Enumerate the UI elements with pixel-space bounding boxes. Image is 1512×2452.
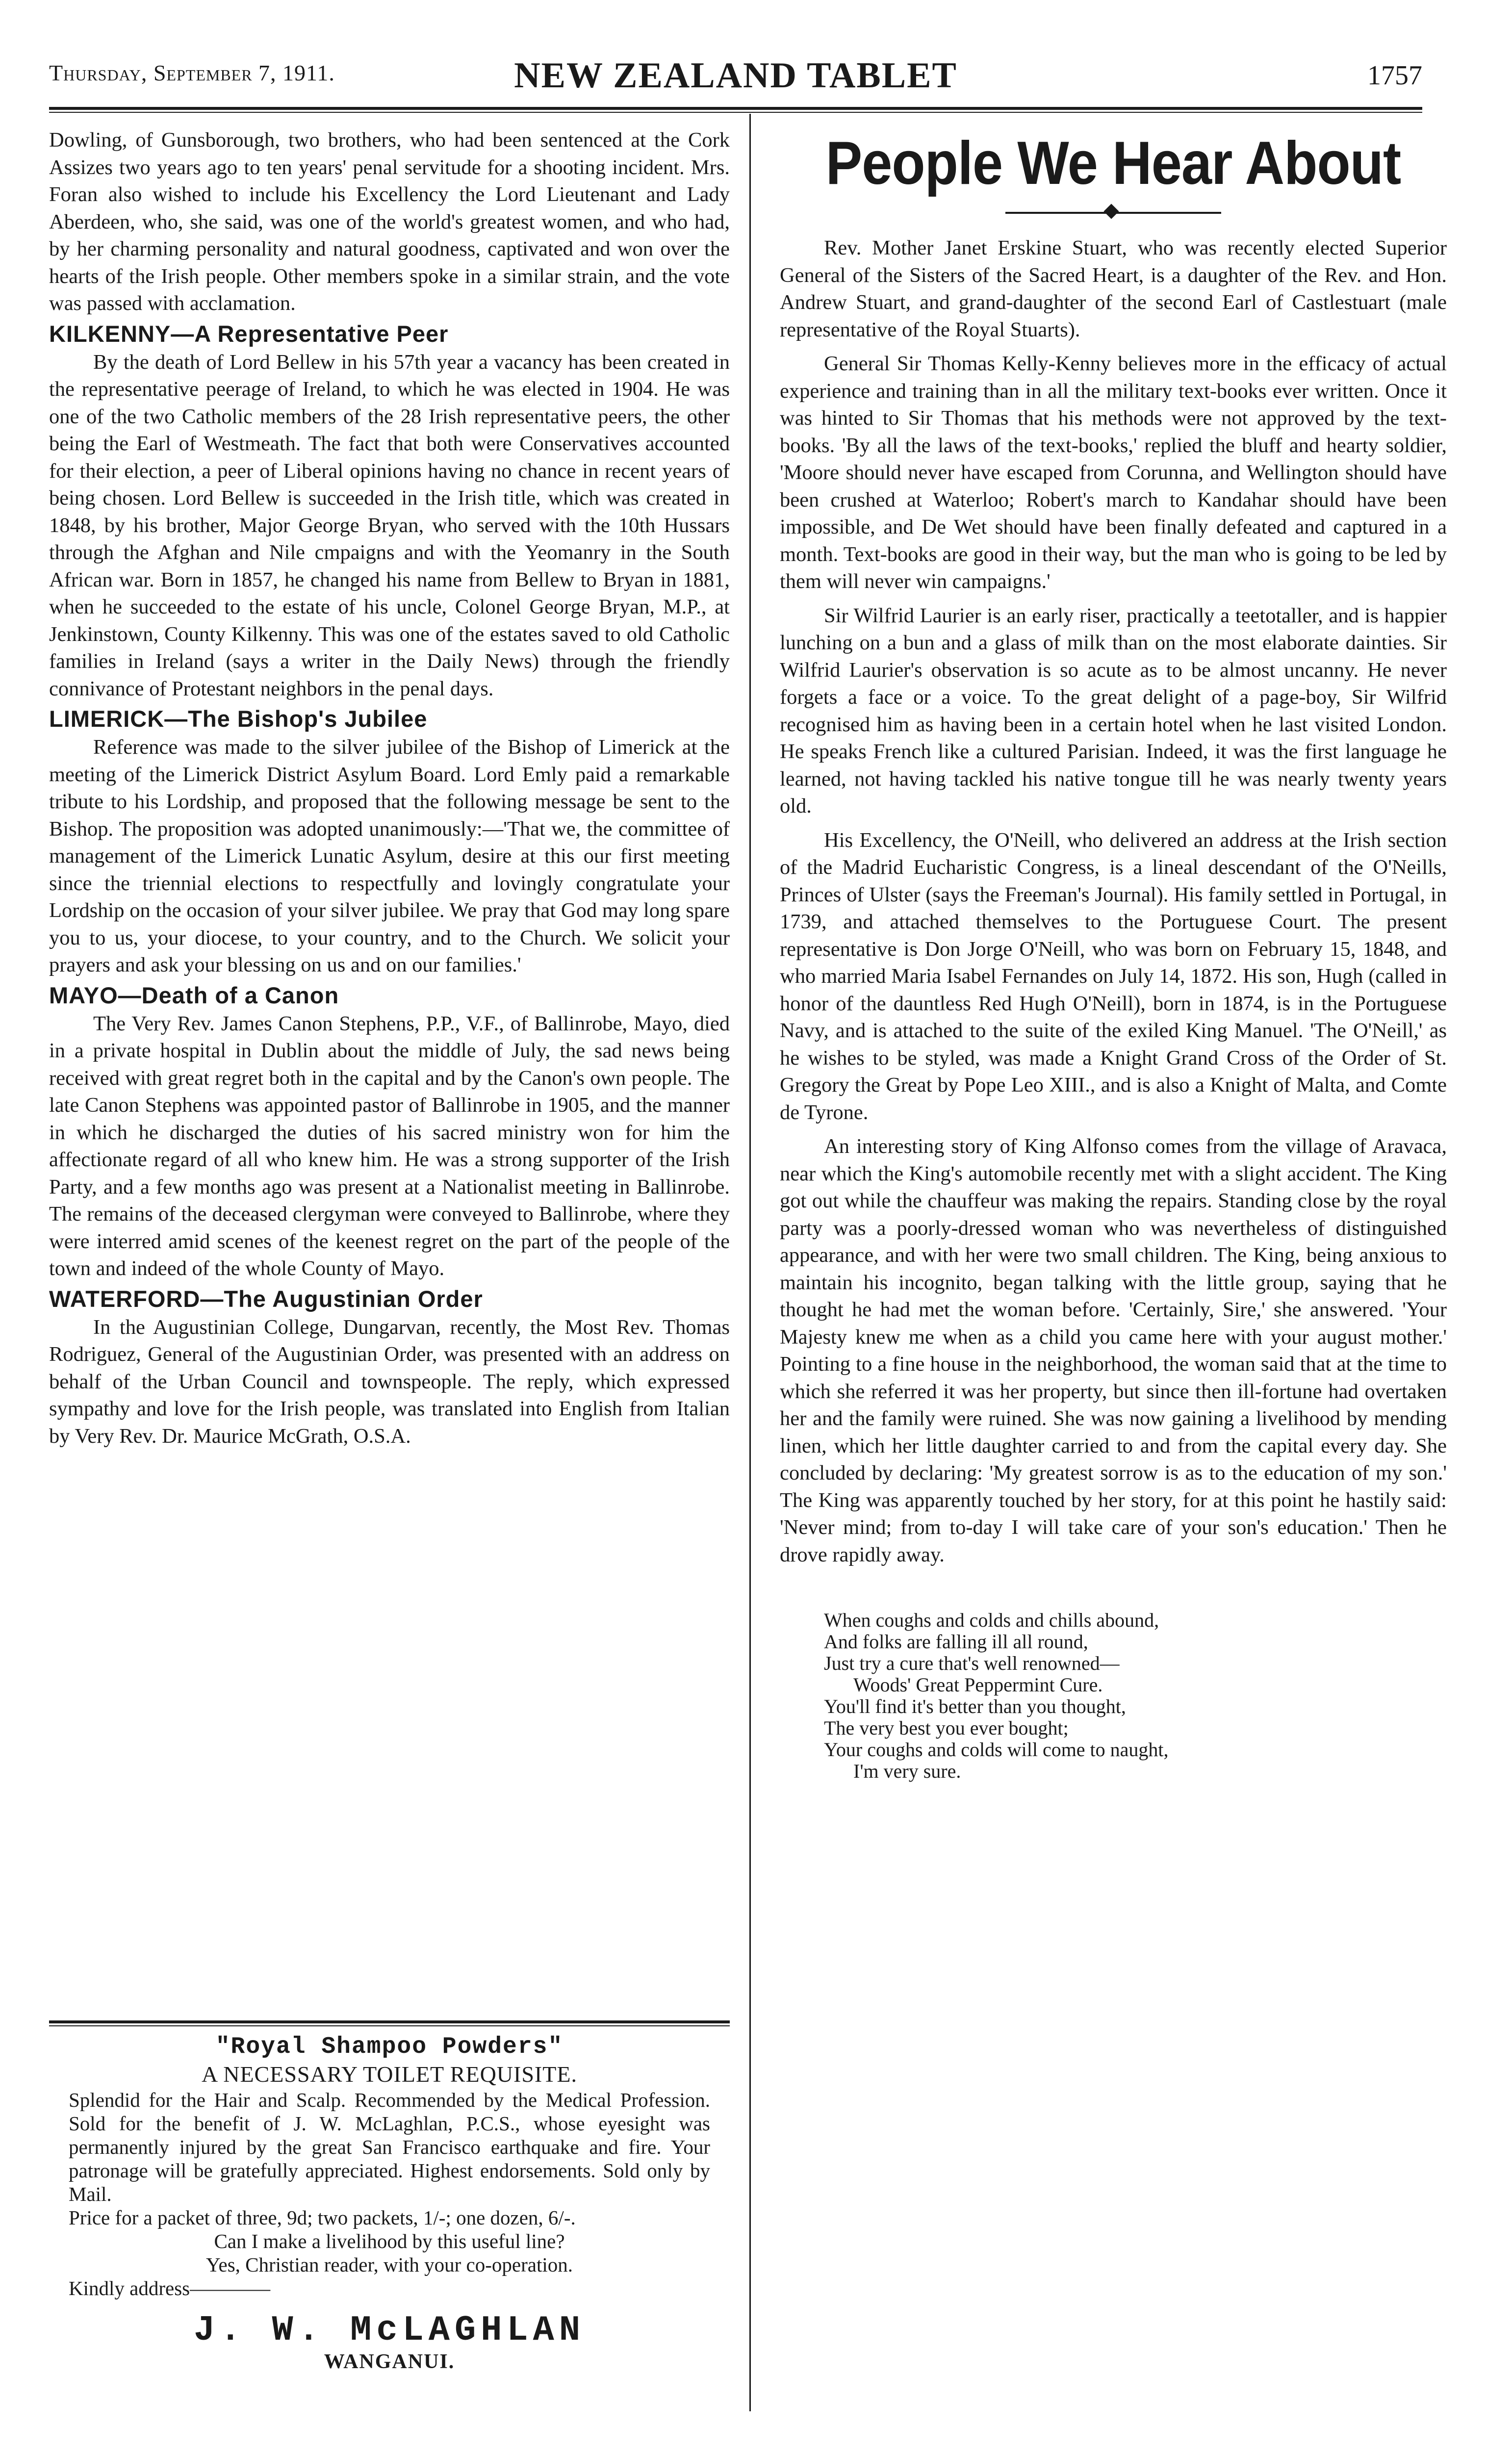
advertisement-box [49,2020,730,2373]
header-page-number: 1757 [1367,60,1422,91]
advertisement-price: Price for a packet of three, 9d; two packets, 1/-; one dozen, 6/-. [69,2206,576,2229]
right-column [780,127,1447,1782]
paragraph-laurier: Sir Wilfrid Laurier is an early riser, practically a teetotaller, and is happier lunching on a bun and a glass of milk than on the most elaborate dainties. Sir Wilfrid Laurier's observation is so acute as to be almost uncanny. He never forgets a face or a voice. To the great delight of a page-boy, Sir Wilfrid recognised him as having been in a certain hotel when he last visited London. He speaks French like a cultured Parisian. Indeed, it was the first language he learned, not having tackled his native tongue till he was nearly twenty years old. [780,604,1447,817]
left-column [49,127,730,2039]
poem-line: Your coughs and colds will come to naught, [824,1738,1169,1761]
advertisement-name: J. W. McLAGHLAN [193,2310,586,2350]
section-heading-kilkenny: KILKENNY—A Representative Peer [49,320,449,347]
advertisement-body: Splendid for the Hair and Scalp. Recommended by the Medical Profession. Sold for the benefit of J. W. McLaghlan, P.C.S., whose eyesight was permanently injured by the great San Francisco earthquake and fire. Your patronage will be gratefully appreciated. Highest endorsements. Sold only by Mail. [69,2089,710,2205]
paragraph-alfonso: An interesting story of King Alfonso comes from the village of Aravaca, near which the King's automobile recently met with a slight accident. The King got out while the chauffeur was making the repairs. Standing close by the royal party was a poorly-dressed woman who was nevertheless of distinguished appearance, and with her were two small children. The King, being anxious to maintain his incognito, began talking with the little group, saying that he thought he had met the woman before. 'Certainly, Sire,' she answered. 'Your Majesty knew me when as a child you came here with your august mother.' Pointing to a fine house in the neighborhood, the woman said that at the time to which she referred it was her property, but since then ill-fortune had overtaken her and the family were ruined. She was now gaining a livelihood by mending linen, which her little daughter carried to and from the capital every day. She concluded by declaring: 'My greatest sorrow is as to the education of my son.' The King was apparently touched by her story, for at this point he hastily said: 'Never mind; from to-day I will take care of your son's education.' Then he drove rapidly away. [780,1135,1447,1566]
poem-line: The very best you ever bought; [824,1717,1069,1739]
advertisement-appeal-2: Yes, Christian reader, with your co-operation. [206,2253,573,2276]
poem-line: When coughs and colds and chills abound, [824,1609,1159,1631]
section-text-limerick: Reference was made to the silver jubilee of the Bishop of Limerick at the meeting of the Limerick District Asylum Board. Lord Emly paid a remarkable tribute to his Lordship, and proposed that the following message be sent to the Bishop. The proposition was adopted unanimously:—'That we, the committee of management of the Limerick Lunatic Asylum, desire at this our first meeting since the triennial elections to respectfully and lovingly congratulate your Lordship on the occasion of your silver jubilee. We pray that God may long spare you to us, your diocese, to your country, and to the Church. We solicit your prayers and ask your blessing on us and on our families.' [49,736,730,976]
title-ornament [780,205,1447,220]
section-text-mayo: The Very Rev. James Canon Stephens, P.P., V.F., of Ballinrobe, Mayo, died in a private hospital in Dublin about the middle of July, the sad news being received with great regret both in the capital and by the Canon's own people. The late Canon Stephens was appointed pastor of Ballinrobe in 1905, and the manner in which he discharged the duties of his sacred ministry won for him the affectionate regard of all who knew him. He was a strong supporter of the Irish Party, and a few months ago was present at a Nationalist meeting in Ballinrobe. The remains of the deceased clergyman were conveyed to Ballinrobe, where they were interred amid scenes of the keenest regret on the part of the people of the town and indeed of the whole County of Mayo. [49,1012,730,1280]
column-divider [749,114,751,2411]
paragraph-stuart: Rev. Mother Janet Erskine Stuart, who was recently elected Superior General of the Sisters of the Sacred Heart, is a daughter of the Rev. and Hon. Andrew Stuart, and grand-daughter of the second Earl of Castlestuart (male representative of the Royal Stuarts). [780,236,1447,341]
advertisement-title: "Royal Shampoo Powders" [215,2034,564,2060]
section-heading-limerick: LIMERICK—The Bishop's Jubilee [49,706,428,732]
section-heading-waterford: WATERFORD—The Augustinian Order [49,1285,483,1312]
advertisement-appeal-1: Can I make a livelihood by this useful line? [214,2230,565,2252]
advertisement-town: WANGANUI. [324,2350,455,2373]
peppermint-poem [780,1609,1447,1782]
advertisement-address-label: Kindly address———— [69,2277,271,2299]
header-rule [49,107,1422,113]
advertisement-rule [49,2020,730,2026]
poem-line: Woods' Great Peppermint Cure. [853,1674,1103,1696]
advertisement-subtitle: A NECESSARY TOILET REQUISITE. [202,2062,577,2087]
poem-line: And folks are falling ill all round, [824,1631,1088,1653]
page-header [49,55,1422,109]
poem-line: You'll find it's better than you thought, [824,1695,1126,1717]
poem-line: Just try a cure that's well renowned— [824,1652,1120,1674]
header-date: Thursday, September 7, 1911. [49,60,335,85]
intro-paragraph: Dowling, of Gunsborough, two brothers, who had been sentenced at the Cork Assizes two years ago to ten years' penal servitude for a shooting incident. Mrs. Foran also wished to include his Excellency the Lord Lieutenant and Lady Aberdeen, who, she said, was one of the world's greatest women, and who had, by her charming personality and natural goodness, captivated and won over the hearts of the Irish people. Other members spoke in a similar strain, and the vote was passed with acclamation. [49,128,730,315]
header-title: NEW ZEALAND TABLET [514,55,957,96]
section-heading-mayo: MAYO—Death of a Canon [49,982,339,1008]
section-text-waterford: In the Augustinian College, Dungarvan, recently, the Most Rev. Thomas Rodriguez, General of the Augustinian Order, was presented with an address on behalf of the Urban Council and townspeople. The reply, which expressed sympathy and love for the Irish people, was translated into English from Italian by Very Rev. Dr. Maurice McGrath, O.S.A. [49,1315,730,1448]
ornament-diamond-icon [1103,204,1119,219]
section-title: People We Hear About [825,129,1401,197]
section-text-kilkenny: By the death of Lord Bellew in his 57th year a vacancy has been created in the representative peerage of Ireland, to which he was elected in 1904. He was one of the two Catholic members of the 28 Irish representative peers, the other being the Earl of Westmeath. The fact that both were Conservatives accounted for their election, a peer of Liberal opinions having no chance in recent years of being chosen. Lord Bellew is succeeded in the Irish title, which was created in 1848, by his brother, Major George Bryan, who served with the 10th Hussars through the Afghan and Nile cmpaigns and with the Yeomanry in the South African war. Born in 1857, he changed his name from Bellew to Bryan in 1881, when he succeeded to the estate of his uncle, Colonel George Bryan, M.P., at Jenkinstown, County Kilkenny. This was one of the estates saved to old Catholic families in Ireland (says a writer in the Daily News) through the friendly connivance of Protestant neighbors in the penal days. [49,350,730,700]
paragraph-kelly-kenny: General Sir Thomas Kelly-Kenny believes more in the efficacy of actual experience and training than in all the military text-books ever written. Once it was hinted to Sir Thomas that his methods were not approved by the text-books. 'By all the laws of the text-books,' replied the bluff and hearty soldier, 'Moore should never have escaped from Corunna, and Wellington should have been crushed at Waterloo; Robert's march to Kandahar should have been impossible, and De Wet should have been finally defeated and captured in a month. Text-books are good in their way, but the man who is going to be led by them will never win campaigns.' [780,352,1447,593]
poem-line: I'm very sure. [853,1760,961,1782]
paragraph-oneill: His Excellency, the O'Neill, who delivered an address at the Irish section of the Madrid Eucharistic Congress, is a lineal descendant of the O'Neills, Princes of Ulster (says the Freeman's Journal). His family settled in Portugal, in 1739, and attached themselves to the Portuguese Court. The present representative is Don Jorge O'Neill, who was born on February 15, 1848, and who married Maria Isabel Fernandes on July 14, 1872. His son, Hugh (called in honor of the dauntless Red Hugh O'Neill), born in 1874, is in the Portuguese Navy, and is attached to the suite of the exiled King Manuel. 'The O'Neill,' as he wishes to be styled, was made a Knight Grand Cross of the Order of St. Gregory the Great by Pope Leo XIII., and is also a Knight of Malta, and Comte de Tyrone. [780,828,1447,1124]
